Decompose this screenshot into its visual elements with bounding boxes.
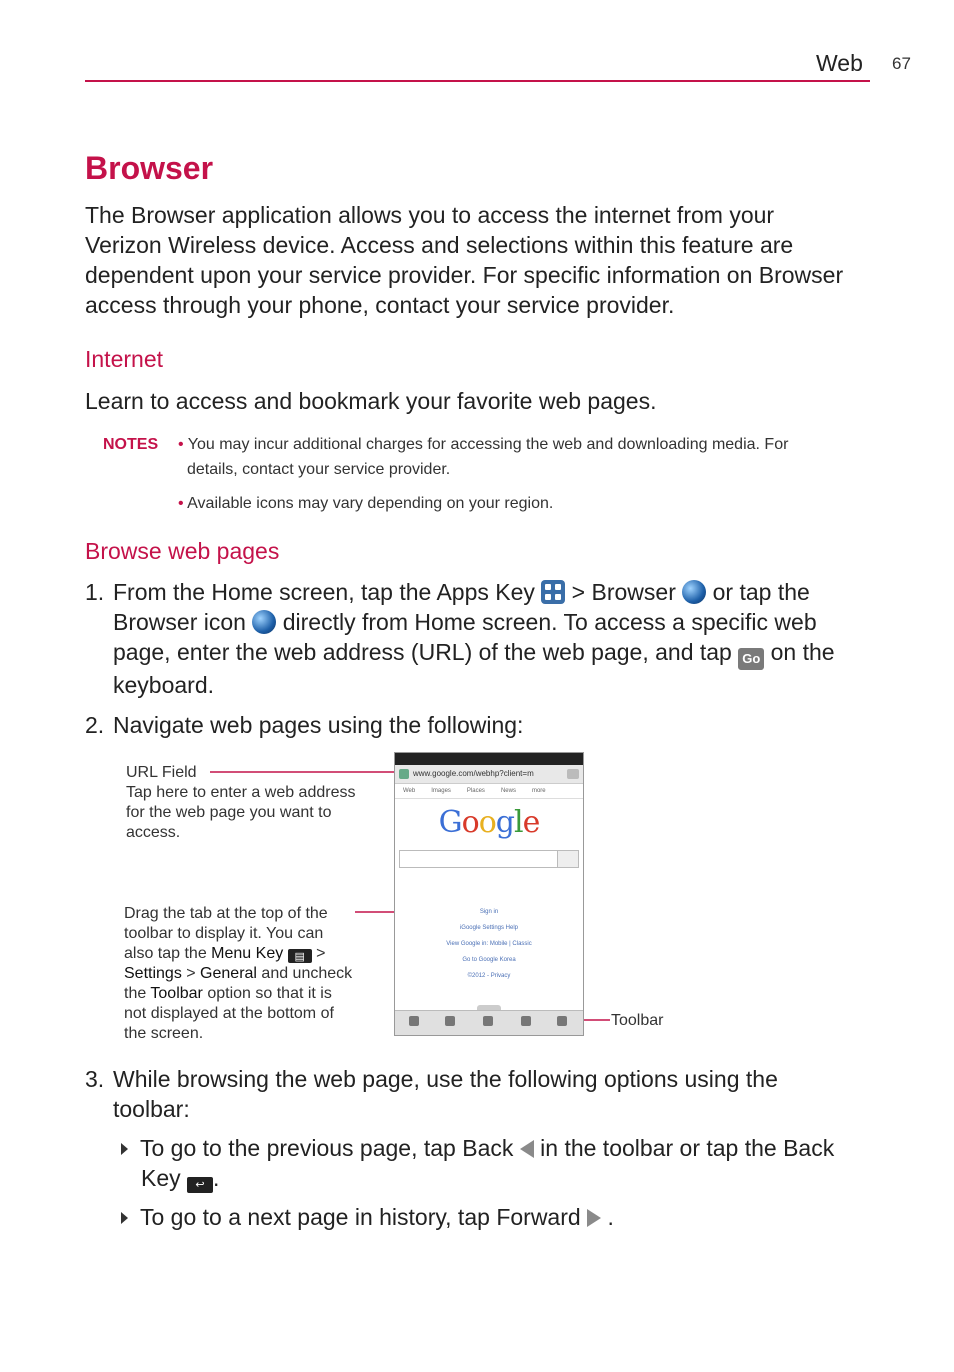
step-text: toolbar: [113,1096,190,1122]
tab-places: Places [466,788,485,794]
menu-key-label: Menu Key [211,945,284,962]
url-text: www.google.com/webhp?client=m [413,769,534,778]
callout-text: toolbar to display it. You can [124,925,324,942]
step-text: icon [197,609,253,635]
bullet-text: . [213,1165,220,1191]
apps-key-label: Apps Key [436,579,535,605]
step-3 [113,1064,873,1124]
tab-web: Web [403,788,416,794]
intro-bold: Browser [131,202,216,228]
callout-text: not displayed at the bottom of [124,1005,334,1022]
forward-label: Forward [496,1204,581,1230]
back-key-icon: ↩ [187,1177,213,1193]
search-icon [557,851,578,867]
internet-heading: Internet [85,346,163,372]
link-sign-in: Sign in [479,909,499,915]
note-bullet-icon: • [178,495,184,512]
step-text: or tap the [712,579,810,605]
step-2-number: 2. [85,712,105,738]
bullet-text: . [601,1204,614,1230]
page-title: Browser [85,150,214,186]
step-text: directly from Home screen. To access a specific web [276,609,817,635]
step-text: While browsing the web page, use the following options using the [113,1066,778,1092]
step-text: keyboard. [113,672,215,698]
notes-label: NOTES [103,436,159,453]
settings-label: Settings [124,965,182,982]
google-logo: Google [438,805,540,840]
save-icon [483,1016,493,1026]
note-text: You may incur additional charges for accessing the web and downloading media. For [187,436,789,453]
callout-text: option so that it is [202,985,332,1002]
callout-text: > [181,965,201,982]
callout-text: Tap here to enter a web address [126,784,356,801]
browse-heading: Browse web pages [85,538,280,564]
toolbar-label: Toolbar [150,985,203,1002]
search-tabs [395,784,583,799]
callout-text: and uncheck [256,965,353,982]
bullet-text: To go to a next page in history, tap [140,1204,497,1230]
intro-text: access through your phone, contact your service provider. [85,292,675,318]
browser-label: Browser [113,609,198,635]
intro-text: The [85,202,132,228]
tab-news: News [500,788,516,794]
forward-icon [445,1016,455,1026]
page-number: 67 [892,54,911,73]
toolbar-callout: Toolbar [611,1012,664,1029]
link-privacy: ©2012 - Privacy [467,973,511,979]
browser-label: Browser [591,579,676,605]
link-view: View Google in: Mobile | Classic [446,941,532,947]
callout-title: URL Field [126,764,197,781]
section-title: Web [816,50,863,76]
new-tab-icon [521,1016,531,1026]
tab-more: more [531,788,546,794]
callout-text: the screen. [124,1025,204,1042]
bullet-back [121,1133,881,1193]
step-3-number: 3. [85,1066,105,1092]
note-text: details, contact your service provider. [187,461,451,478]
note-text: Available icons may vary depending on your region. [187,495,554,512]
bullet-arrow-icon [121,1143,128,1155]
forward-arrow-icon [587,1209,601,1227]
intro-text: application allows you to access the internet from your [215,202,775,228]
step-text: From the Home screen, tap the [113,579,437,605]
site-icon [399,769,409,779]
google-links [395,904,583,984]
bullet-arrow-icon [121,1212,128,1224]
note-bullet-icon: • [178,436,184,453]
bullet-text: in the toolbar or tap the [533,1135,784,1161]
internet-text: Learn to access and bookmark your favorite web pages. [85,388,657,414]
callout-text: also tap the [124,945,212,962]
go-key-icon: Go [738,648,764,670]
step-2: Navigate web pages using the following: [113,712,524,738]
general-label: General [200,965,257,982]
callout-text: Drag the tab at the top of the [124,905,328,922]
url-field [395,765,583,784]
link-row: iGoogle Settings Help [459,925,519,931]
step-text: on the [764,639,835,665]
back-arrow-icon [520,1140,534,1158]
callout-text: for the web page you want to [126,804,332,821]
callout-text: access. [126,824,181,841]
back-label: Back [462,1135,514,1161]
browser-toolbar [395,1010,583,1035]
step-1-number: 1. [85,579,105,605]
back-icon [409,1016,419,1026]
status-bar [395,753,583,765]
step-text: > [565,579,592,605]
bookmark-icon [567,769,579,779]
callout-text: > [311,945,326,962]
phone-screenshot [394,752,584,1036]
bookmarks-icon [557,1016,567,1026]
back-key-label: Key [141,1165,181,1191]
intro-text: dependent upon your service provider. For specific information on Browser [85,262,844,288]
search-box [399,850,579,868]
bullet-text: To go to the previous page, tap [140,1135,463,1161]
link-korea: Go to Google Korea [462,957,516,963]
tab-images: Images [431,788,451,794]
back-key-label: Back [783,1135,835,1161]
intro-text: Verizon Wireless device. Access and selections within this feature are [85,232,794,258]
menu-key-icon: ▤ [288,949,312,963]
callout-text: the [124,985,151,1002]
step-text: page, enter the web address (URL) of the web page, and tap [113,639,739,665]
bullet-forward [121,1202,614,1232]
